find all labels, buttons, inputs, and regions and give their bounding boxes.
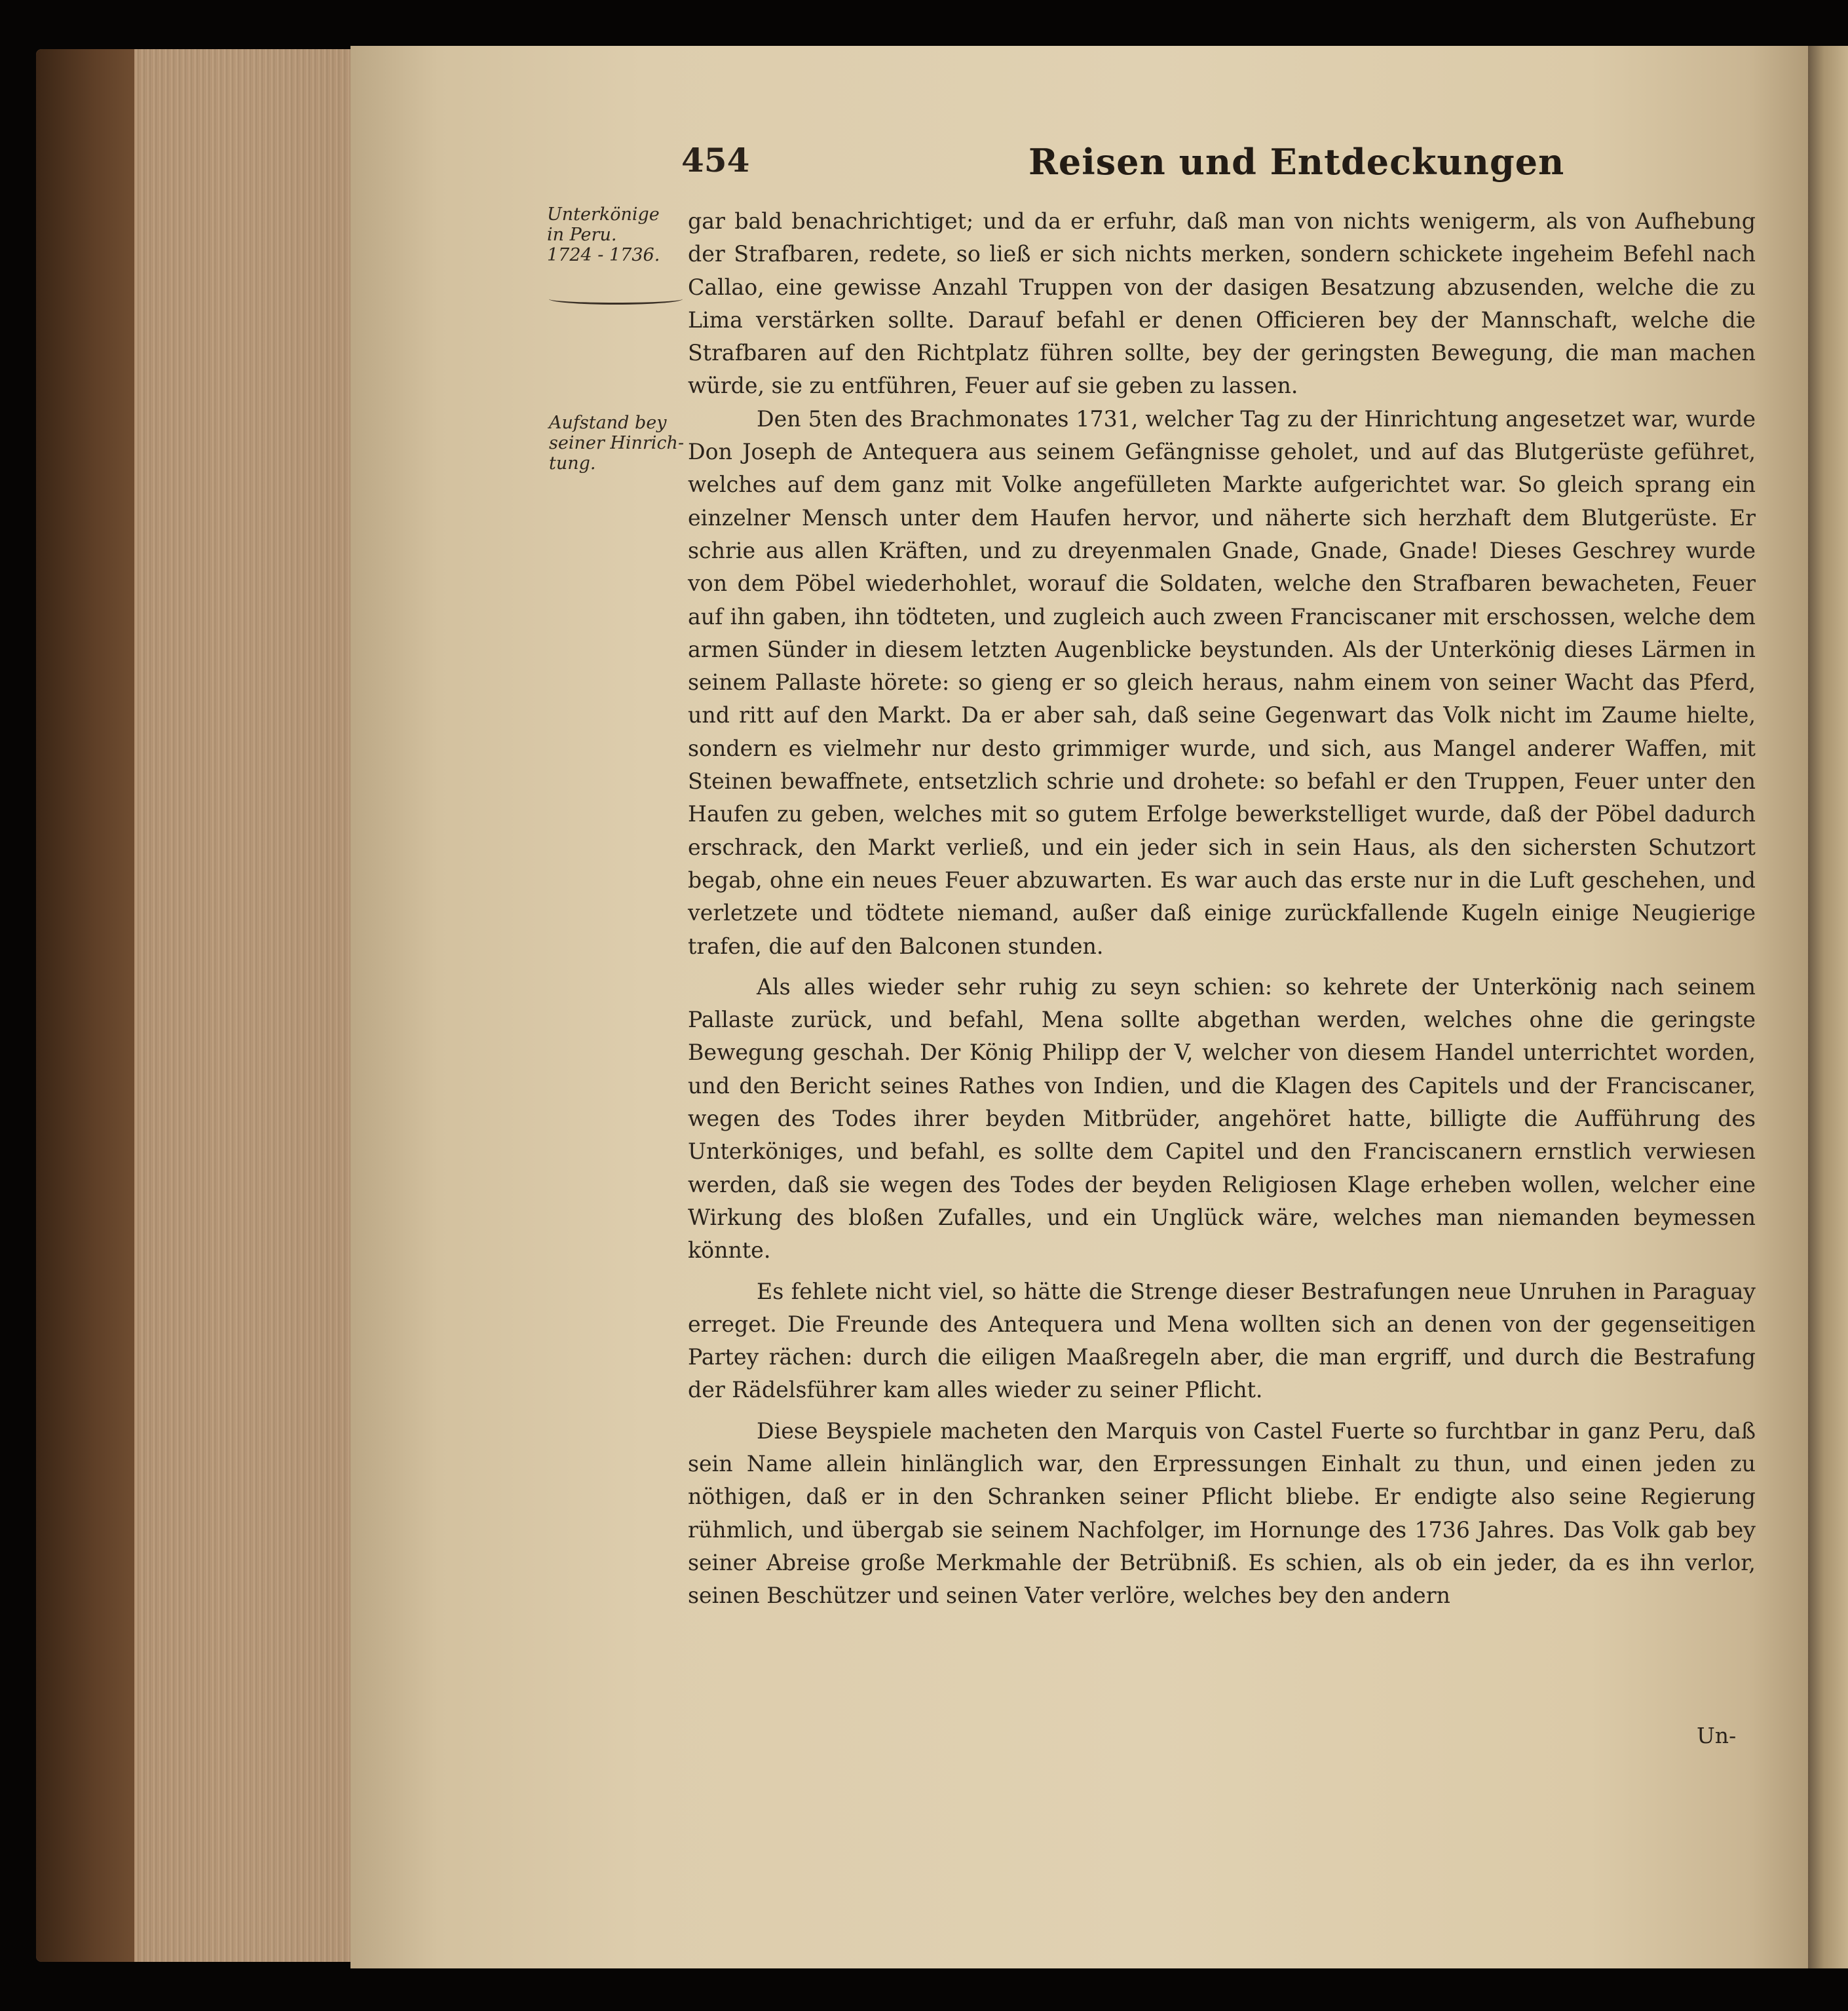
body-text [688,205,1756,1612]
margin-note-line: seiner Hinrich- [549,433,685,453]
page-stack-edges [134,49,350,1962]
paragraph: Diese Beyspiele macheten den Marquis von Castel Fuerte so furchtbar in ganz Peru, daß sein Name allein hinlänglich war, den Erpressungen Einhalt zu thun, und einen jeden zu nöthigen, daß er in den Schranken seiner Pflicht bliebe. Er endigte also seine Regierung rühmlich, und übergab sie seinem Nachfolger, im Hornunge des 1736 Jahres. Das Volk gab bey seiner Abreise große Merkmahle der Betrübniß. Es schien, als ob ein jeder, da es ihn verlor, seinen Beschützer und seinen Vater verlöre, welches bey den andern [688,1418,1756,1609]
margin-note-line: Aufstand bey [549,413,667,433]
margin-note-line: tung. [549,453,596,474]
catchword: Un- [1697,1723,1737,1748]
margin-brace [549,293,683,305]
paragraph: gar bald benachrichtiget; und da er erfuhr, daß man von nichts wenigerm, als von Aufhebung der Strafbaren, redete, so ließ er sich nichts merken, sondern schickete ingeheim Befehl nach Callao, eine gewisse Anzahl Truppen von der dasigen Besatzung abzusenden, welche die zu Lima verstärken sollte. Darauf befahl er denen Officieren bey der Mannschaft, welche die Strafbaren auf den Richtplatz führen sollte, bey der geringsten Bewegung, die man machen würde, sie zu entführen, Feuer auf sie geben zu lassen. [688,208,1756,399]
book-cover-board [36,49,134,1962]
paragraph: Es fehlete nicht viel, so hätte die Strenge dieser Bestrafungen neue Unruhen in Paraguay erreget. Die Freunde des Antequera und Mena wollten sich an denen von der gegenseitigen Partey rächen: durch die eiligen Maaßregeln aber, die man ergriff, und durch die Bestrafung der Rädelsführer kam alles wieder zu seiner Pflicht. [688,1278,1756,1403]
facing-page-sliver [1808,46,1848,1968]
margin-note-viceroys [547,204,660,265]
margin-note-uprising [549,413,684,474]
margin-note-line: Unterkönige [547,204,660,225]
paragraph: Als alles wieder sehr ruhig zu seyn schien: so kehrete der Unterkönig nach seinem Pallaste zurück, und befahl, Mena sollte abgethan werden, welches ohne die geringste Bewegung geschah. Der König Philipp der V, welcher von diesem Handel unterrichtet worden, und den Bericht seines Rathes von Indien, und die Klagen des Capitels und der Franciscaner, wegen des Todes ihrer beyden Mitbrüder, angehöret hatte, billigte die Aufführung des Unterköniges, und befahl, es sollte dem Capitel und den Franciscanern ernstlich verwiesen werden, daß sie wegen des Todes der beyden Religiosen Klage erheben wollen, welcher eine Wirkung des bloßen Zufalles, und ein Unglück wäre, welches man niemanden beymessen könnte. [688,973,1756,1264]
running-title: Reisen und Entdeckungen [1028,141,1565,183]
running-head [681,141,1782,187]
page-number: 454 [681,141,750,179]
margin-note-line: in Peru. [547,225,617,245]
margin-note-line: 1724 - 1736. [547,245,660,265]
paragraph: Den 5ten des Brachmonates 1731, welcher Tag zu der Hinrichtung angesetzet war, wurde Don Joseph de Antequera aus seinem Gefängnisse geholet, und auf das Blutgerüste geführet, welches auf dem ganz mit Volke angefülleten Markte aufgerichtet war. So gleich sprang ein einzelner Mensch unter dem Haufen hervor, und näherte sich herzhaft dem Blutgerüste. Er schrie aus allen Kräften, und zu dreyenmalen Gnade, Gnade, Gnade! Dieses Geschrey wurde von dem Pöbel wiederhohlet, worauf die Soldaten, welche den Strafbaren bewacheten, Feuer auf ihn gaben, ihn tödteten, und zugleich auch zween Franciscaner mit erschossen, welche dem armen Sünder in diesem letzten Augenblicke beystunden. Als der Unterkönig dieses Lärmen in seinem Pallaste hörete: so gieng er so gleich heraus, nahm einem von seiner Wacht das Pferd, und ritt auf den Markt. Da er aber sah, daß seine Gegenwart das Volk nicht im Zaume hielte, sondern es vielmehr nur desto grimmiger wurde, und sich, aus Mangel anderer Waffen, mit Steinen bewaffnete, entsetzlich schrie und drohete: so befahl er den Truppen, Feuer unter den Haufen zu geben, welches mit so gutem Erfolge bewerkstelliget wurde, daß der Pöbel dadurch erschrack, den Markt verließ, und ein jeder sich in sein Haus, als den sichersten Schutzort begab, ohne ein neues Feuer abzuwarten. Es war auch das erste nur in die Luft geschehen, und verletzete und tödtete niemand, außer daß einige zurückfallende Kugeln einige Neugierige trafen, die auf den Balconen stunden. [688,405,1756,959]
